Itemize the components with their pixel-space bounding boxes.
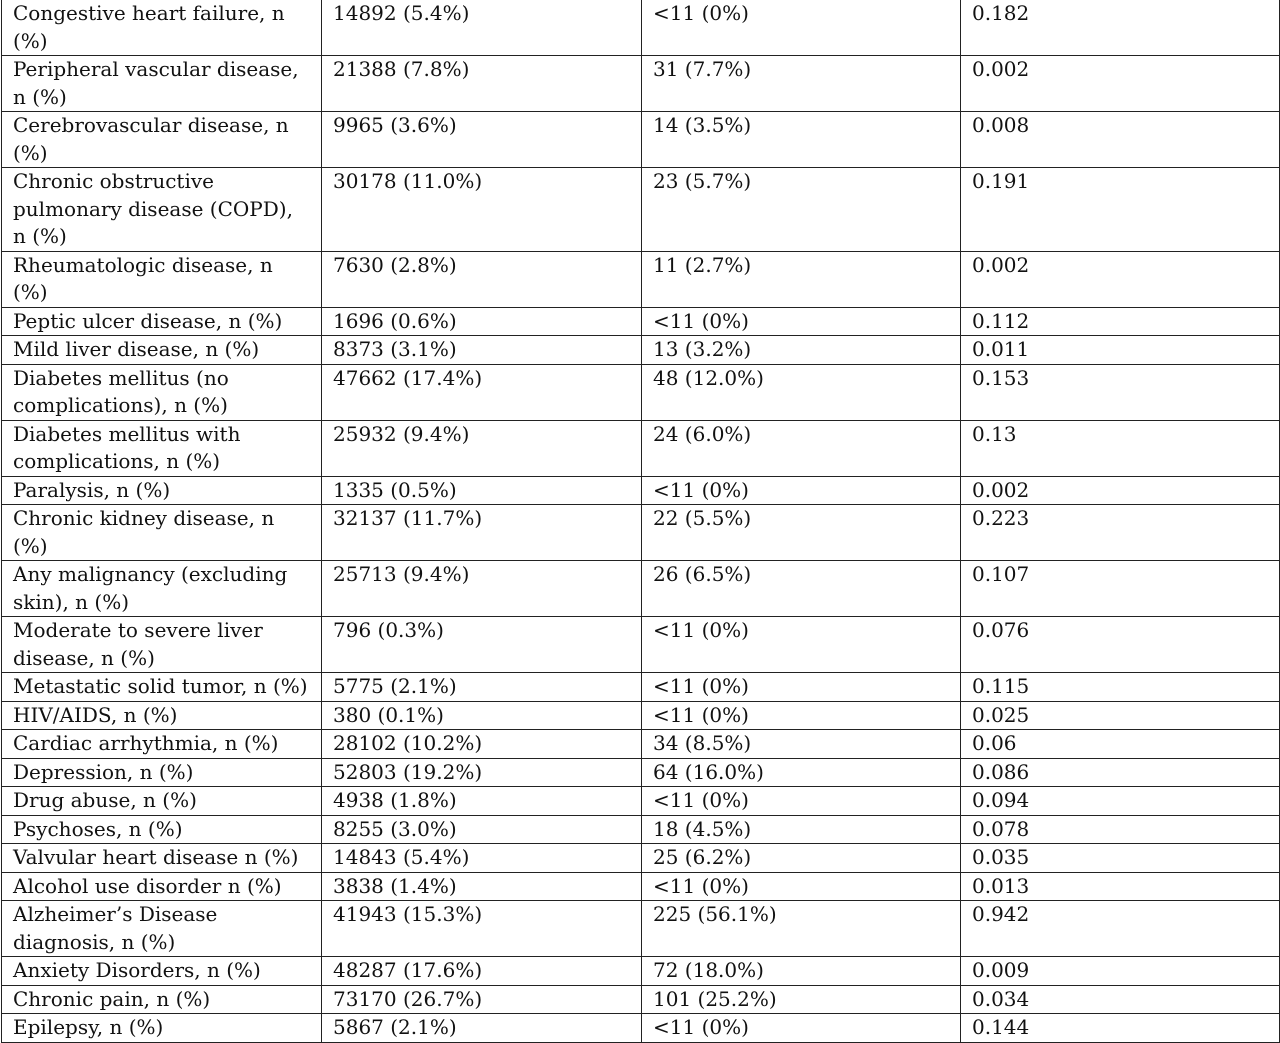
cohort-b-value: <11 (0%) (642, 787, 961, 816)
cohort-a-value: 1696 (0.6%) (322, 307, 642, 336)
difference-value: 0.191 (961, 168, 1280, 252)
difference-value: 0.942 (961, 901, 1280, 957)
cohort-b-value: <11 (0%) (642, 701, 961, 730)
row-label: Diabetes mellitus (no complications), n (%) (2, 364, 322, 420)
difference-value: 0.13 (961, 420, 1280, 476)
table-row (2, 985, 1280, 1014)
difference-value: 0.002 (961, 251, 1280, 307)
cohort-b-value: <11 (0%) (642, 0, 961, 56)
difference-value: 0.086 (961, 758, 1280, 787)
table-row (2, 251, 1280, 307)
table-row (2, 1014, 1280, 1043)
row-label: Congestive heart failure, n (%) (2, 0, 322, 56)
table-row (2, 56, 1280, 112)
cohort-a-value: 380 (0.1%) (322, 701, 642, 730)
cohort-a-value: 3838 (1.4%) (322, 872, 642, 901)
table-row (2, 336, 1280, 365)
table-row (2, 561, 1280, 617)
table-row (2, 872, 1280, 901)
cohort-a-value: 8255 (3.0%) (322, 815, 642, 844)
cohort-a-value: 73170 (26.7%) (322, 985, 642, 1014)
difference-value: 0.107 (961, 561, 1280, 617)
cohort-b-value: 31 (7.7%) (642, 56, 961, 112)
row-label: Drug abuse, n (%) (2, 787, 322, 816)
row-label: Mild liver disease, n (%) (2, 336, 322, 365)
cohort-b-value: 24 (6.0%) (642, 420, 961, 476)
table-row (2, 901, 1280, 957)
row-label: Epilepsy, n (%) (2, 1014, 322, 1043)
cohort-b-value: <11 (0%) (642, 617, 961, 673)
difference-value: 0.025 (961, 701, 1280, 730)
cohort-b-value: 101 (25.2%) (642, 985, 961, 1014)
cohort-b-value: 72 (18.0%) (642, 957, 961, 986)
table-row (2, 168, 1280, 252)
cohort-a-value: 28102 (10.2%) (322, 730, 642, 759)
difference-value: 0.115 (961, 673, 1280, 702)
cohort-a-value: 8373 (3.1%) (322, 336, 642, 365)
difference-value: 0.223 (961, 505, 1280, 561)
cohort-b-value: <11 (0%) (642, 872, 961, 901)
row-label: Diabetes mellitus with complications, n (%) (2, 420, 322, 476)
table-row (2, 844, 1280, 873)
cohort-a-value: 796 (0.3%) (322, 617, 642, 673)
row-label: Peripheral vascular disease, n (%) (2, 56, 322, 112)
table-row (2, 701, 1280, 730)
table-row (2, 957, 1280, 986)
table-row (2, 673, 1280, 702)
row-label: Chronic pain, n (%) (2, 985, 322, 1014)
cohort-b-value: 225 (56.1%) (642, 901, 961, 957)
row-label: Cerebrovascular disease, n (%) (2, 112, 322, 168)
cohort-a-value: 9965 (3.6%) (322, 112, 642, 168)
table-row (2, 476, 1280, 505)
cohort-a-value: 52803 (19.2%) (322, 758, 642, 787)
row-label: Chronic kidney disease, n (%) (2, 505, 322, 561)
difference-value: 0.034 (961, 985, 1280, 1014)
difference-value: 0.009 (961, 957, 1280, 986)
row-label: Valvular heart disease n (%) (2, 844, 322, 873)
row-label: Psychoses, n (%) (2, 815, 322, 844)
table-row (2, 815, 1280, 844)
cohort-a-value: 7630 (2.8%) (322, 251, 642, 307)
cohort-a-value: 32137 (11.7%) (322, 505, 642, 561)
cohort-a-value: 4938 (1.8%) (322, 787, 642, 816)
cohort-b-value: 26 (6.5%) (642, 561, 961, 617)
cohort-b-value: <11 (0%) (642, 476, 961, 505)
table-row (2, 505, 1280, 561)
table-row (2, 0, 1280, 56)
cohort-a-value: 41943 (15.3%) (322, 901, 642, 957)
table-row (2, 420, 1280, 476)
row-label: Rheumatologic disease, n (%) (2, 251, 322, 307)
difference-value: 0.078 (961, 815, 1280, 844)
difference-value: 0.008 (961, 112, 1280, 168)
cohort-a-value: 14843 (5.4%) (322, 844, 642, 873)
table-row (2, 617, 1280, 673)
cohort-b-value: 18 (4.5%) (642, 815, 961, 844)
cohort-b-value: 11 (2.7%) (642, 251, 961, 307)
difference-value: 0.076 (961, 617, 1280, 673)
row-label: Chronic obstructive pulmonary disease (COPD), n (%) (2, 168, 322, 252)
cohort-b-value: 23 (5.7%) (642, 168, 961, 252)
row-label: Metastatic solid tumor, n (%) (2, 673, 322, 702)
row-label: Peptic ulcer disease, n (%) (2, 307, 322, 336)
cohort-b-value: <11 (0%) (642, 673, 961, 702)
row-label: Cardiac arrhythmia, n (%) (2, 730, 322, 759)
difference-value: 0.144 (961, 1014, 1280, 1043)
cohort-a-value: 14892 (5.4%) (322, 0, 642, 56)
cohort-a-value: 48287 (17.6%) (322, 957, 642, 986)
cohort-b-value: 14 (3.5%) (642, 112, 961, 168)
cohort-a-value: 30178 (11.0%) (322, 168, 642, 252)
cohort-b-value: 34 (8.5%) (642, 730, 961, 759)
table-row (2, 112, 1280, 168)
table-row (2, 730, 1280, 759)
cohort-a-value: 5775 (2.1%) (322, 673, 642, 702)
cohort-b-value: 25 (6.2%) (642, 844, 961, 873)
cohort-a-value: 25932 (9.4%) (322, 420, 642, 476)
row-label: Alzheimer’s Disease diagnosis, n (%) (2, 901, 322, 957)
row-label: Anxiety Disorders, n (%) (2, 957, 322, 986)
difference-value: 0.094 (961, 787, 1280, 816)
row-label: Any malignancy (excluding skin), n (%) (2, 561, 322, 617)
difference-value: 0.035 (961, 844, 1280, 873)
cohort-b-value: <11 (0%) (642, 307, 961, 336)
difference-value: 0.182 (961, 0, 1280, 56)
difference-value: 0.013 (961, 872, 1280, 901)
cohort-b-value: 64 (16.0%) (642, 758, 961, 787)
difference-value: 0.153 (961, 364, 1280, 420)
cohort-b-value: 13 (3.2%) (642, 336, 961, 365)
difference-value: 0.002 (961, 476, 1280, 505)
cohort-a-value: 25713 (9.4%) (322, 561, 642, 617)
table-row (2, 364, 1280, 420)
row-label: Depression, n (%) (2, 758, 322, 787)
cohort-a-value: 1335 (0.5%) (322, 476, 642, 505)
table-body (2, 0, 1280, 1042)
difference-value: 0.112 (961, 307, 1280, 336)
table-row (2, 787, 1280, 816)
cohort-a-value: 47662 (17.4%) (322, 364, 642, 420)
cohort-b-value: 48 (12.0%) (642, 364, 961, 420)
row-label: HIV/AIDS, n (%) (2, 701, 322, 730)
difference-value: 0.06 (961, 730, 1280, 759)
comorbidity-table (1, 0, 1280, 1043)
difference-value: 0.011 (961, 336, 1280, 365)
row-label: Moderate to severe liver disease, n (%) (2, 617, 322, 673)
cohort-a-value: 21388 (7.8%) (322, 56, 642, 112)
table-row (2, 307, 1280, 336)
cohort-b-value: 22 (5.5%) (642, 505, 961, 561)
cohort-b-value: <11 (0%) (642, 1014, 961, 1043)
cohort-a-value: 5867 (2.1%) (322, 1014, 642, 1043)
row-label: Alcohol use disorder n (%) (2, 872, 322, 901)
row-label: Paralysis, n (%) (2, 476, 322, 505)
table-row (2, 758, 1280, 787)
difference-value: 0.002 (961, 56, 1280, 112)
